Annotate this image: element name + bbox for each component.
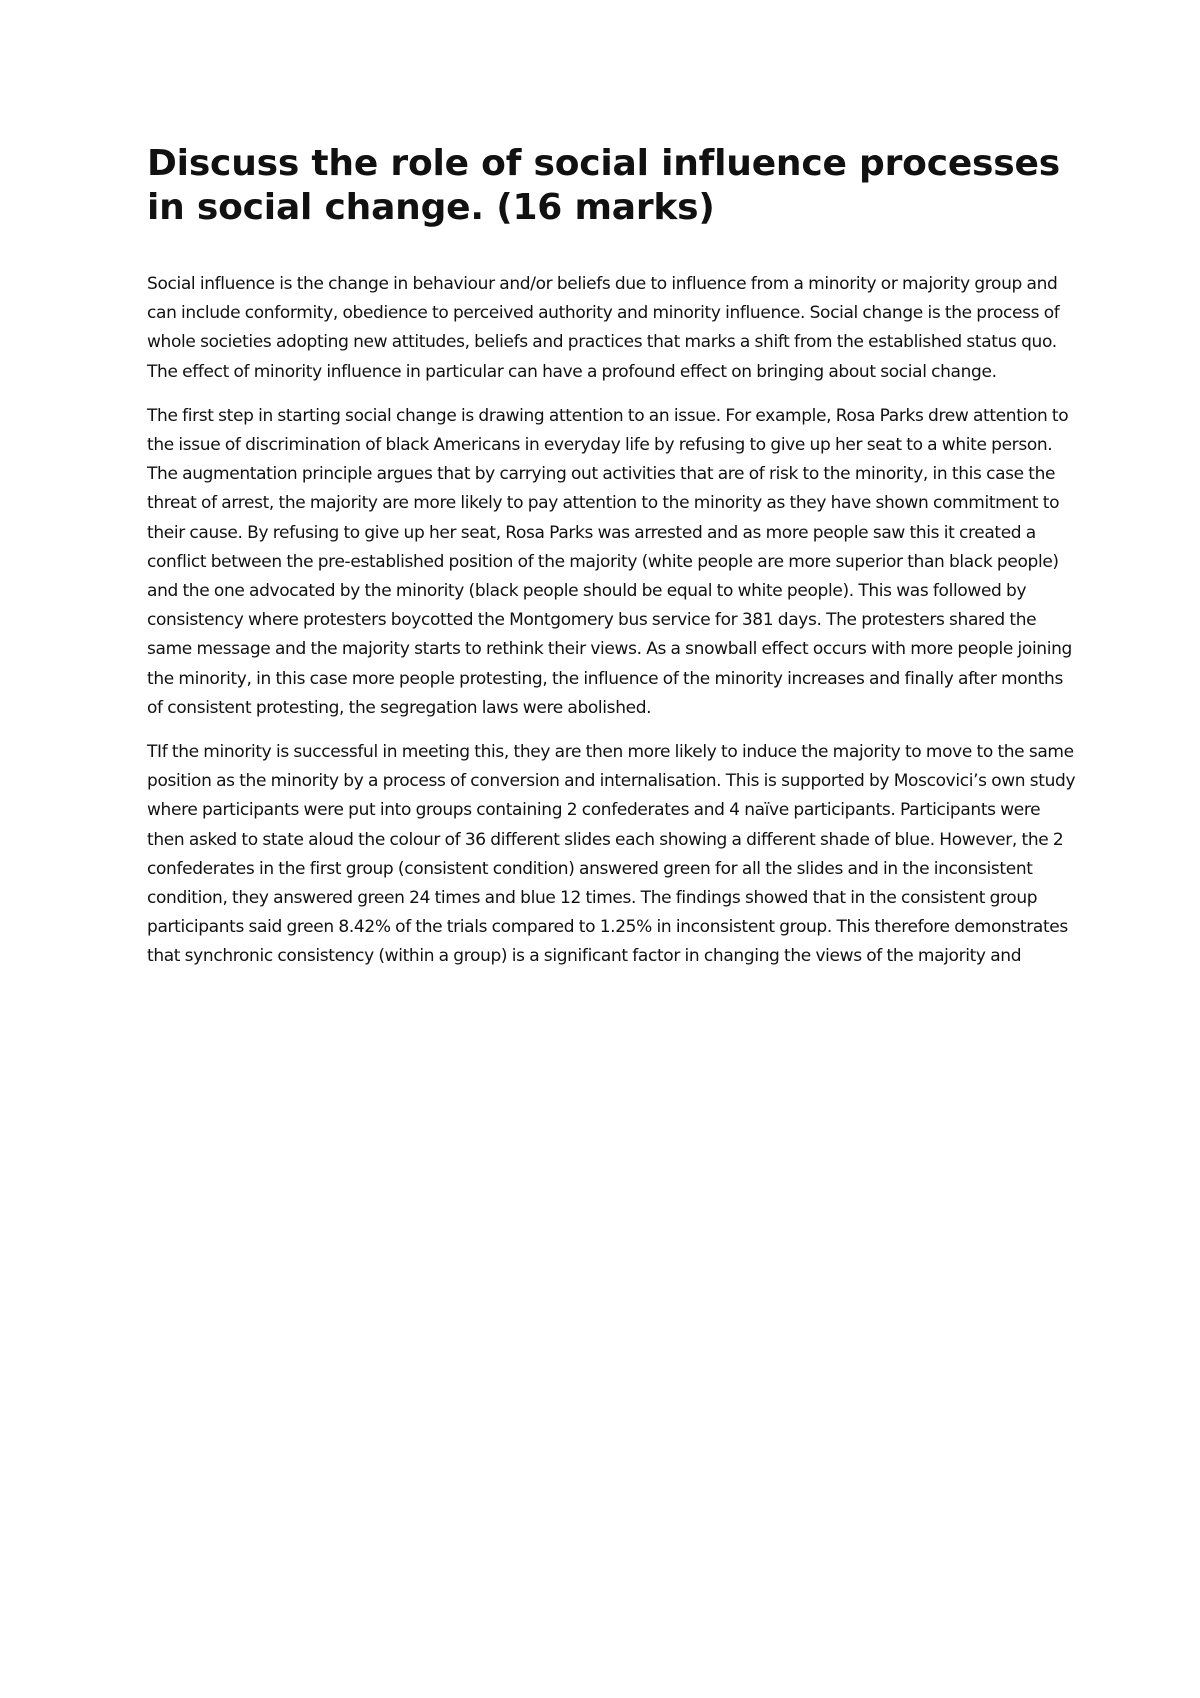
document-title: Discuss the role of social influence processes in social change. (16 marks): [147, 143, 1060, 228]
document-body: [147, 142, 1077, 972]
paragraph-rosa-parks: The first step in starting social change is drawing attention to an issue. For example, Rosa Parks drew attention to the issue of discrimination of black Americans in everyday life by refusing to give up her seat to a white person. The augmentation principle argues that by carrying out activities that are of risk to the minority, in this case the threat of arrest, the majority are more likely to pay attention to the minority as they have shown commitment to their cause. By refusing to give up her seat, Rosa Parks was arrested and as more people saw this it created a conflict between the pre-established position of the majority (white people are more superior than black people) and the one advocated by the minority (black people should be equal to white people). This was followed by consistency where protesters boycotted the Montgomery bus service for 381 days. The protesters shared the same message and the majority starts to rethink their views. As a snowball effect occurs with more people joining the minority, in this case more people protesting, the influence of the minority increases and finally after months of consistent protesting, the segregation laws were abolished.: [147, 405, 1072, 718]
paragraph-introduction: Social influence is the change in behaviour and/or beliefs due to influence from a minority or majority group and can include conformity, obedience to perceived authority and minority influence. Social change is the process of whole societies adopting new attitudes, beliefs and practices that marks a shift from the established status quo. The effect of minority influence in particular can have a profound effect on bringing about social change.: [147, 274, 1060, 382]
paragraph-moscovici-study: TIf the minority is successful in meeting this, they are then more likely to induce the majority to move to the same position as the minority by a process of conversion and internalisation. This is supported by Moscovici’s own study where participants were put into groups containing 2 confederates and 4 naïve participants. Participants were then asked to state aloud the colour of 36 different slides each showing a different shade of blue. However, the 2 confederates in the first group (consistent condition) answered green for all the slides and in the inconsistent condition, they answered green 24 times and blue 12 times. The findings showed that in the consistent group participants said green 8.42% of the trials compared to 1.25% in inconsistent group. This therefore demonstrates that synchronic consistency (within a group) is a significant factor in changing the views of the majority and: [147, 742, 1076, 967]
